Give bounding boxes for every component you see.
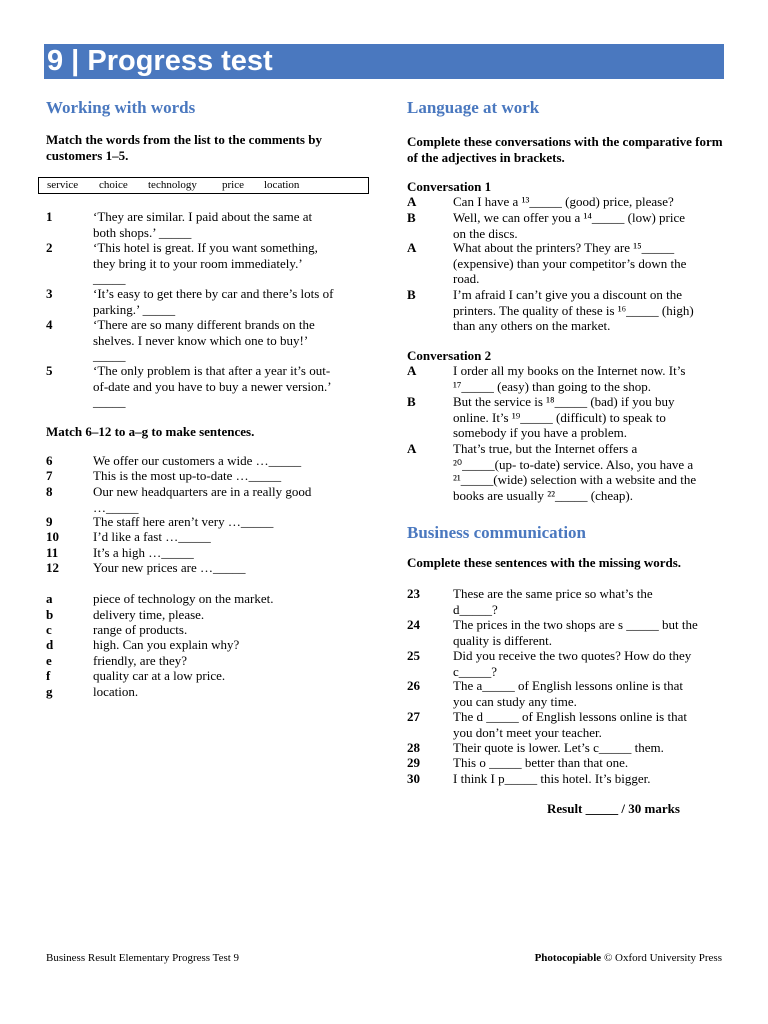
section-heading-language-at-work: Language at work	[407, 98, 540, 117]
text-line: ¹⁷_____ (easy) than going to the shop.	[453, 378, 651, 394]
footer-photocopiable: Photocopiable	[534, 952, 602, 964]
question-text	[453, 709, 687, 740]
item-letter: e	[46, 653, 52, 668]
item-number: 27	[407, 709, 420, 724]
text-line: That’s true, but the Internet offers a	[453, 441, 638, 456]
comment-text	[93, 286, 333, 317]
item-number: 1	[46, 209, 53, 224]
speaker-label: A	[407, 363, 417, 378]
speaker-label: B	[407, 287, 416, 302]
question-text	[453, 740, 664, 756]
item-number: 24	[407, 617, 420, 632]
item-letter: f	[46, 668, 51, 683]
word-service: service	[47, 179, 79, 191]
text-line: …_____	[93, 499, 139, 515]
text-line: online. It’s ¹⁹_____ (difficult) to speak to	[453, 409, 666, 425]
item-number: 29	[407, 755, 420, 770]
speaker-label: B	[407, 394, 416, 409]
text-line: But the service is ¹⁸_____ (bad) if you buy	[453, 394, 675, 409]
item-number: 10	[46, 529, 59, 544]
text-line: Well, we can offer you a ¹⁴_____ (low) price	[453, 210, 686, 225]
sentence-start	[93, 529, 211, 545]
footer-copyright	[535, 951, 722, 965]
text-line: books are usually ²²_____ (cheap).	[453, 487, 633, 503]
dialogue-text	[453, 210, 685, 241]
text-line: I’m afraid I can’t give you a discount on the	[453, 287, 682, 302]
item-number: 26	[407, 678, 420, 693]
text-line: I’d like a fast …_____	[93, 529, 211, 544]
text-line: c_____?	[453, 663, 498, 679]
text-line: The staff here aren’t very …_____	[93, 514, 274, 529]
item-letter: b	[46, 607, 54, 622]
sentence-start	[93, 545, 194, 561]
section-heading-working-with-words: Working with words	[46, 98, 196, 117]
footer-publisher: © Oxford University Press	[601, 952, 722, 964]
word-location: location	[264, 179, 300, 191]
word-choice: choice	[99, 179, 128, 191]
sentence-start	[93, 453, 301, 469]
page-title: 9 | Progress test	[47, 45, 273, 77]
text-line: ‘The only problem is that after a year it’s out-	[93, 363, 331, 378]
sentence-ending: range of products.	[93, 622, 188, 637]
item-number: 30	[407, 771, 420, 786]
text-line: ²¹_____(wide) selection with a website and the	[453, 472, 697, 487]
comment-text	[93, 209, 312, 240]
text-line: Our new headquarters are in a really good	[93, 484, 312, 499]
text-line: you don’t meet your teacher.	[453, 724, 602, 740]
text-line: Your new prices are …_____	[93, 560, 246, 575]
text-line: ‘They are similar. I paid about the same at	[93, 209, 313, 224]
text-line: printers. The quality of these is ¹⁶_____ (high)	[453, 302, 694, 318]
text-line: parking.’ _____	[93, 301, 176, 317]
item-number: 6	[46, 453, 53, 468]
text-line: shelves. I never know which one to buy!’	[93, 332, 309, 348]
sentence-start	[93, 514, 273, 530]
text-line: d_____?	[453, 601, 498, 617]
comment-text	[93, 317, 315, 364]
conversation-1-title: Conversation 1	[407, 179, 492, 194]
speaker-label: A	[407, 240, 417, 255]
text-line: I think I p_____ this hotel. It’s bigger.	[453, 771, 651, 786]
comment-text	[93, 240, 318, 287]
text-line: somebody if you have a problem.	[453, 425, 628, 440]
text-line: We offer our customers a wide …_____	[93, 453, 302, 468]
item-number: 8	[46, 484, 53, 499]
text-line: ‘This hotel is great. If you want something,	[93, 240, 318, 255]
text-line: than any others on the market.	[453, 318, 611, 333]
dialogue-text	[453, 441, 696, 503]
instruction-missing-words: Complete these sentences with the missing words.	[407, 555, 682, 570]
item-number: 9	[46, 514, 53, 529]
sentence-ending: friendly, are they?	[93, 653, 188, 668]
text-line: _____	[93, 271, 126, 286]
text-line: _____	[93, 348, 126, 363]
text-line: road.	[453, 271, 480, 286]
item-number: 7	[46, 468, 53, 483]
text-line: (expensive) than your competitor’s down the	[453, 255, 687, 271]
instruction-match-words: Match the words from the list to the comments by customers 1–5.	[46, 132, 322, 163]
speaker-label: B	[407, 210, 416, 225]
question-text	[453, 678, 683, 709]
sentence-ending: high. Can you explain why?	[93, 637, 240, 652]
result-line: Result _____ / 30 marks	[547, 801, 680, 816]
text-line: _____	[93, 394, 126, 409]
text-line: These are the same price so what’s the	[453, 586, 653, 601]
item-number: 3	[46, 286, 53, 301]
question-text	[453, 771, 651, 787]
item-letter: d	[46, 637, 54, 652]
text-line: The d _____ of English lessons online is that	[453, 709, 687, 724]
item-number: 5	[46, 363, 53, 378]
text-line: I order all my books on the Internet now. It’s	[453, 363, 686, 378]
sentence-ending: location.	[93, 684, 139, 699]
sentence-start	[93, 484, 311, 515]
question-text	[453, 586, 653, 617]
item-number: 23	[407, 586, 420, 601]
item-number: 25	[407, 648, 420, 663]
text-line: both shops.’ _____	[93, 224, 192, 240]
text-line: Their quote is lower. Let’s c_____ them.	[453, 740, 664, 755]
footer-course-title: Business Result Elementary Progress Test 9	[46, 952, 240, 964]
text-line: This o _____ better than that one.	[453, 755, 629, 770]
text-line: The a_____ of English lessons online is that	[453, 678, 684, 693]
speaker-label: A	[407, 441, 417, 456]
item-number: 2	[46, 240, 53, 255]
dialogue-text	[453, 240, 686, 287]
sentence-start	[93, 560, 245, 576]
item-number: 28	[407, 740, 420, 755]
comment-text	[93, 363, 332, 410]
instruction-match-sentences: Match 6–12 to a–g to make sentences.	[46, 424, 255, 439]
text-line: This is the most up-to-date …_____	[93, 468, 282, 483]
dialogue-text	[453, 194, 674, 210]
sentence-ending: quality car at a low price.	[93, 668, 226, 683]
question-text	[453, 755, 628, 771]
word-technology: technology	[148, 179, 197, 191]
question-text	[453, 648, 691, 679]
sentence-ending: delivery time, please.	[93, 607, 205, 622]
item-number: 4	[46, 317, 53, 332]
title-banner	[44, 44, 724, 79]
text-line: Can I have a ¹³_____ (good) price, please?	[453, 194, 674, 209]
conversation-2-title: Conversation 2	[407, 348, 492, 363]
item-letter: g	[46, 684, 53, 699]
text-line: It’s a high …_____	[93, 545, 194, 560]
item-number: 11	[46, 545, 59, 560]
word-list-box	[38, 177, 369, 194]
dialogue-text	[453, 363, 685, 394]
text-line: of-date and you have to buy a newer version.’	[93, 378, 332, 394]
instruction-comparatives: Complete these conversations with the comparative form of the adjectives in brackets.	[407, 134, 723, 165]
item-letter: a	[46, 591, 53, 606]
text-line: on the discs.	[453, 225, 518, 241]
dialogue-text	[453, 394, 674, 441]
text-line: Did you receive the two quotes? How do they	[453, 648, 692, 663]
text-line: What about the printers? They are ¹⁵_____	[453, 240, 675, 255]
text-line: ²⁰_____(up- to-date) service. Also, you have a	[453, 456, 694, 472]
text-line: The prices in the two shops are s _____ but the	[453, 617, 698, 632]
item-letter: c	[46, 622, 52, 637]
section-heading-business-communication: Business communication	[407, 523, 586, 542]
text-line: ‘There are so many different brands on the	[93, 317, 315, 332]
text-line: quality is different.	[453, 632, 553, 648]
text-line: ‘It’s easy to get there by car and there’s lots of	[93, 286, 334, 301]
question-text	[453, 617, 698, 648]
text-line: you can study any time.	[453, 693, 577, 709]
sentence-start	[93, 468, 281, 484]
item-number: 12	[46, 560, 59, 575]
speaker-label: A	[407, 194, 417, 209]
dialogue-text	[453, 287, 694, 334]
word-price: price	[222, 179, 244, 191]
sentence-ending: piece of technology on the market.	[93, 591, 274, 606]
text-line: they bring it to your room immediately.’	[93, 255, 303, 271]
